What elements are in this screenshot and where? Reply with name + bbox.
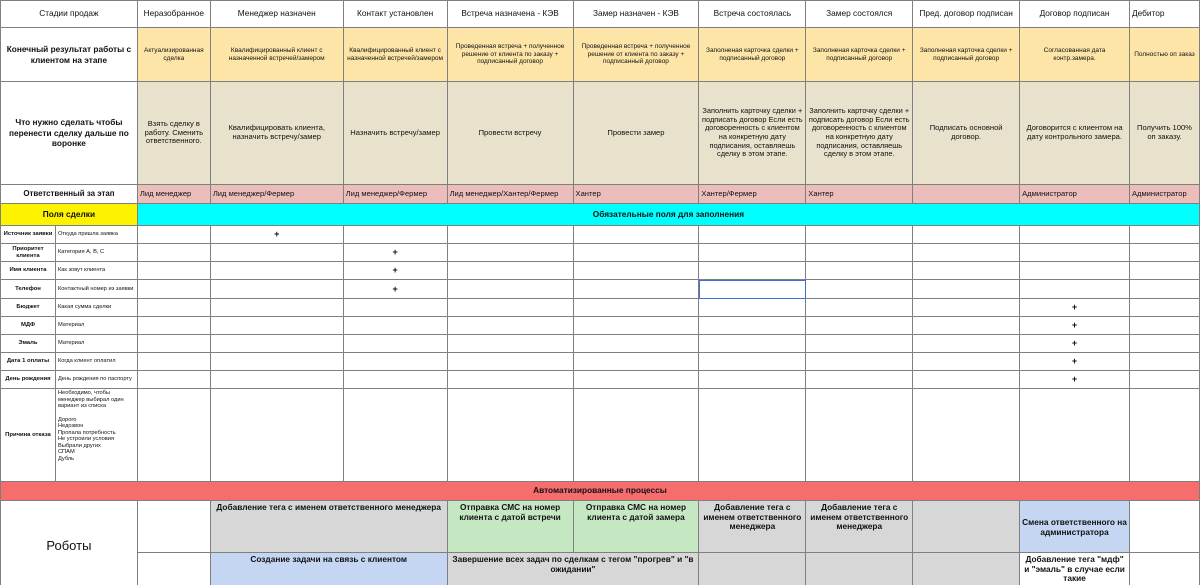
stage-header[interactable]: Менеджер назначен: [210, 1, 343, 28]
todo-cell[interactable]: Назначить встречу/замер: [343, 82, 447, 185]
field-row: [1, 280, 1200, 299]
result-cell[interactable]: Полностью оп заказ: [1129, 28, 1199, 82]
result-cell[interactable]: Заполненая карточка сделки + подписанный договор: [913, 28, 1020, 82]
field-name[interactable]: Телефон: [1, 280, 56, 299]
responsible-cell[interactable]: Лид менеджер/Фермер: [210, 185, 343, 204]
result-row: [1, 28, 1200, 82]
result-cell[interactable]: Актуализированная сделка: [137, 28, 210, 82]
responsible-row: [1, 185, 1200, 204]
required-mark[interactable]: +: [1020, 353, 1130, 371]
responsible-cell[interactable]: Хантер: [806, 185, 913, 204]
robot-tag-mdf[interactable]: Добавление тега "мдф" и "эмаль" в случае если такие: [1020, 553, 1130, 585]
field-desc[interactable]: Материал: [55, 335, 137, 353]
robot-tag-owner[interactable]: Добавление тега с именем ответственного менеджера: [210, 501, 447, 553]
field-name[interactable]: Бюджет: [1, 299, 56, 317]
todo-cell[interactable]: Договорится с клиентом на дату контрольного замера.: [1020, 82, 1130, 185]
reason-line: Необходимо, чтобы: [57, 390, 111, 396]
todo-cell[interactable]: Подписать основной договор.: [913, 82, 1020, 185]
todo-cell[interactable]: Получить 100% оп заказу.: [1129, 82, 1199, 185]
stage-header[interactable]: Контакт установлен: [343, 1, 447, 28]
field-desc[interactable]: Когда клиент оплатил: [55, 353, 137, 371]
reason-line: СПАМ: [57, 449, 75, 456]
field-row: [1, 335, 1200, 353]
field-name[interactable]: День рождения: [1, 371, 56, 389]
field-name[interactable]: Причина отказа: [1, 389, 56, 482]
todo-cell[interactable]: Квалифицировать клиента, назначить встречу/замер: [210, 82, 343, 185]
required-mark[interactable]: +: [343, 280, 447, 299]
reason-line: Недозвон: [57, 423, 84, 430]
required-mark[interactable]: +: [1020, 371, 1130, 389]
result-cell[interactable]: Проведенная встреча + полученное решение от клиента по заказу + подписанный договор: [573, 28, 699, 82]
field-name[interactable]: Приоритет клиента: [1, 244, 56, 262]
robots-label[interactable]: Роботы: [1, 501, 138, 585]
required-mark[interactable]: +: [343, 244, 447, 262]
robot-sms-measure[interactable]: Отправка СМС на номер клиента с датой замера: [573, 501, 699, 553]
field-desc[interactable]: Категория A, B, C: [55, 244, 137, 262]
reason-options[interactable]: [55, 389, 137, 482]
field-desc[interactable]: Откуда пришла заявка: [55, 226, 137, 244]
responsible-label[interactable]: Ответственный за этап: [1, 185, 138, 204]
field-row: [1, 262, 1200, 280]
robots-row: [1, 501, 1200, 553]
auto-section-row: [1, 482, 1200, 501]
responsible-cell[interactable]: Хантер/Фермер: [699, 185, 806, 204]
robot-tag-owner-meeting[interactable]: Добавление тега с именем ответственного менеджера: [699, 501, 806, 553]
result-cell[interactable]: Согласованная дата контр.замера.: [1020, 28, 1130, 82]
mandatory-fields-banner[interactable]: Обязательные поля для заполнения: [137, 204, 1199, 226]
reason-line: Дубль: [57, 455, 75, 462]
field-desc[interactable]: День рождения по паспорту: [55, 371, 137, 389]
robot-change-owner[interactable]: Смена ответственного на администратора: [1020, 501, 1130, 553]
todo-row: [1, 82, 1200, 185]
stage-header[interactable]: Пред. договор подписан: [913, 1, 1020, 28]
reason-line: [58, 410, 135, 417]
field-row: [1, 353, 1200, 371]
fields-section-label[interactable]: Поля сделки: [1, 204, 138, 226]
result-label[interactable]: Конечный результат работы с клиентом на этапе: [1, 28, 138, 82]
stage-header[interactable]: Дебитор: [1129, 1, 1199, 28]
reason-line: вариант из списка: [57, 403, 106, 410]
todo-cell[interactable]: Провести встречу: [447, 82, 573, 185]
stage-header[interactable]: Замер назначен - КЭВ: [573, 1, 699, 28]
robot-tag-owner-measure[interactable]: Добавление тега с именем ответственного менеджера: [806, 501, 913, 553]
todo-cell[interactable]: Заполнить карточку сделки + подписать договор Если есть договоренность с клиентом на конкретную дату подписания, оставляешь сделку в этом этапе.: [806, 82, 913, 185]
responsible-cell[interactable]: Администратор: [1020, 185, 1130, 204]
stage-header[interactable]: Неразобранное: [137, 1, 210, 28]
stage-header[interactable]: Договор подписан: [1020, 1, 1130, 28]
reason-line: Дорого: [57, 416, 77, 423]
header-row: [1, 1, 1200, 28]
todo-cell[interactable]: Взять сделку в работу. Сменить ответственного.: [137, 82, 210, 185]
required-mark[interactable]: +: [1020, 335, 1130, 353]
todo-cell[interactable]: Провести замер: [573, 82, 699, 185]
result-cell[interactable]: Заполненая карточка сделки + подписанный договор: [806, 28, 913, 82]
robot-task-call[interactable]: Создание задачи на связь с клиентом: [210, 553, 447, 585]
responsible-cell[interactable]: Лид менеджер/Фермер: [343, 185, 447, 204]
reason-line: Не устроили условия: [57, 436, 115, 443]
fields-section-row: [1, 204, 1200, 226]
stage-header[interactable]: Встреча назначена - КЭВ: [447, 1, 573, 28]
responsible-cell[interactable]: Лид менеджер: [137, 185, 210, 204]
field-name[interactable]: Дата 1 оплаты: [1, 353, 56, 371]
field-desc[interactable]: Какая сумма сделки: [55, 299, 137, 317]
responsible-cell[interactable]: Лид менеджер/Хантер/Фермер: [447, 185, 573, 204]
result-cell[interactable]: Квалифицированный клиент с назначенной встречей/замером: [210, 28, 343, 82]
result-cell[interactable]: Заполненая карточка сделки + подписанный договор: [699, 28, 806, 82]
reason-line: Выбрали других: [57, 442, 101, 449]
required-mark[interactable]: +: [343, 262, 447, 280]
required-mark[interactable]: +: [210, 226, 343, 244]
robot-close-tasks[interactable]: Завершение всех задач по сделкам с тегом "прогрев" и "в ожидании": [447, 553, 699, 585]
stage-header[interactable]: Замер состоялся: [806, 1, 913, 28]
reason-line: менеджер выбирал один: [57, 396, 124, 403]
auto-processes-banner[interactable]: Автоматизированные процессы: [1, 482, 1200, 501]
stage-header[interactable]: Встреча состоялась: [699, 1, 806, 28]
robots-row: [1, 553, 1200, 585]
responsible-cell[interactable]: Хантер: [573, 185, 699, 204]
reason-row: [1, 389, 1200, 482]
field-name[interactable]: Имя клиента: [1, 262, 56, 280]
reason-line: Пропала потребность: [57, 429, 116, 436]
field-name[interactable]: МДФ: [1, 317, 56, 335]
stages-label[interactable]: Стадии продаж: [1, 1, 138, 28]
field-row: [1, 317, 1200, 335]
field-row: [1, 371, 1200, 389]
field-row: [1, 226, 1200, 244]
required-mark[interactable]: +: [1020, 299, 1130, 317]
todo-cell[interactable]: Заполнить карточку сделки + подписать договор Если есть договоренность с клиентом на конкретную дату подписания, оставляешь сделку в этом этапе.: [699, 82, 806, 185]
selected-cell[interactable]: [699, 280, 806, 299]
result-cell[interactable]: Квалифицированный клиент с назначенной встречей/замером: [343, 28, 447, 82]
field-name[interactable]: Источник заявки: [1, 226, 56, 244]
field-desc[interactable]: Контактный номер из заявки: [55, 280, 137, 299]
field-name[interactable]: Эмаль: [1, 335, 56, 353]
field-row: [1, 244, 1200, 262]
todo-label[interactable]: Что нужно сделать чтобы перенести сделку дальше по воронке: [1, 82, 138, 185]
field-desc[interactable]: Материал: [55, 317, 137, 335]
responsible-cell[interactable]: Администратор: [1129, 185, 1199, 204]
responsible-cell[interactable]: [913, 185, 1020, 204]
required-mark[interactable]: +: [1020, 317, 1130, 335]
result-cell[interactable]: Проведенная встреча + полученное решение от клиента по заказу + подписанный договор: [447, 28, 573, 82]
robot-sms-meeting[interactable]: Отправка СМС на номер клиента с датой встречи: [447, 501, 573, 553]
field-desc[interactable]: Как зовут клиента: [55, 262, 137, 280]
field-row: [1, 299, 1200, 317]
